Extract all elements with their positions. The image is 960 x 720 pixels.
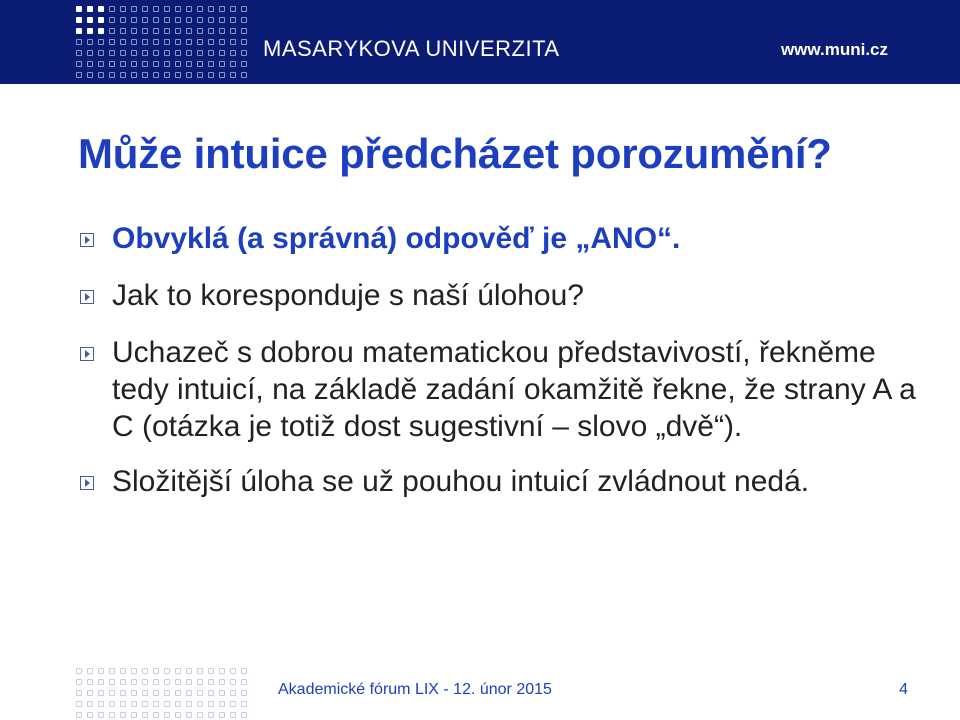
pattern-dot	[230, 28, 236, 34]
pattern-dot	[186, 690, 192, 696]
pattern-dot	[142, 72, 148, 78]
pattern-dot	[142, 690, 148, 696]
pattern-dot	[164, 17, 170, 23]
pattern-dot	[241, 17, 247, 23]
pattern-dot	[219, 679, 225, 685]
pattern-dot	[76, 712, 82, 718]
pattern-dot	[186, 701, 192, 707]
pattern-dot	[120, 668, 126, 674]
pattern-dot	[153, 6, 159, 12]
bullet-item	[78, 220, 918, 257]
pattern-dot	[208, 50, 214, 56]
pattern-dot	[186, 72, 192, 78]
pattern-dot	[208, 28, 214, 34]
pattern-dot	[241, 679, 247, 685]
pattern-dot	[241, 61, 247, 67]
pattern-dot	[98, 690, 104, 696]
bullet-item	[78, 277, 918, 314]
pattern-dot	[219, 690, 225, 696]
pattern-dot	[142, 668, 148, 674]
pattern-dot	[98, 712, 104, 718]
pattern-dot	[109, 61, 115, 67]
pattern-dot	[76, 50, 82, 56]
pattern-dot	[208, 6, 214, 12]
pattern-dot	[208, 61, 214, 67]
pattern-dot	[241, 28, 247, 34]
pattern-dot	[153, 679, 159, 685]
pattern-dot	[208, 668, 214, 674]
pattern-dot	[164, 50, 170, 56]
pattern-dot	[175, 61, 181, 67]
pattern-dot	[175, 17, 181, 23]
pattern-dot	[76, 39, 82, 45]
pattern-dot	[230, 712, 236, 718]
pattern-dot	[98, 668, 104, 674]
pattern-dot	[230, 39, 236, 45]
pattern-dot	[219, 668, 225, 674]
pattern-dot	[131, 690, 137, 696]
pattern-dot	[131, 50, 137, 56]
pattern-dot	[153, 50, 159, 56]
pattern-dot	[197, 6, 203, 12]
pattern-dot	[186, 61, 192, 67]
pattern-dot	[164, 72, 170, 78]
pattern-dot	[109, 50, 115, 56]
pattern-dot	[164, 61, 170, 67]
pattern-dot	[120, 712, 126, 718]
pattern-dot	[131, 39, 137, 45]
pattern-dot	[98, 679, 104, 685]
bullet-list	[78, 220, 918, 500]
pattern-dot	[175, 72, 181, 78]
pattern-dot	[208, 679, 214, 685]
pattern-dot	[109, 712, 115, 718]
pattern-dot	[87, 701, 93, 707]
pattern-dot	[87, 6, 93, 12]
pattern-dot	[186, 50, 192, 56]
pattern-dot	[153, 72, 159, 78]
pattern-dot	[219, 72, 225, 78]
pattern-dot	[241, 690, 247, 696]
pattern-dot	[241, 39, 247, 45]
pattern-dot	[219, 61, 225, 67]
logo-dot-pattern	[76, 6, 247, 78]
pattern-dot	[186, 712, 192, 718]
pattern-dot	[197, 39, 203, 45]
pattern-dot	[142, 28, 148, 34]
pattern-dot	[120, 28, 126, 34]
pattern-dot	[120, 39, 126, 45]
pattern-dot	[197, 690, 203, 696]
pattern-dot	[109, 6, 115, 12]
bullet-arrow-icon	[80, 290, 94, 304]
pattern-dot	[164, 701, 170, 707]
pattern-dot	[153, 28, 159, 34]
pattern-dot	[241, 668, 247, 674]
pattern-dot	[109, 72, 115, 78]
pattern-dot	[164, 690, 170, 696]
pattern-dot	[87, 39, 93, 45]
pattern-dot	[186, 17, 192, 23]
pattern-dot	[109, 668, 115, 674]
pattern-dot	[131, 72, 137, 78]
pattern-dot	[142, 701, 148, 707]
pattern-dot	[197, 668, 203, 674]
pattern-dot	[175, 668, 181, 674]
pattern-dot	[153, 668, 159, 674]
pattern-dot	[131, 712, 137, 718]
pattern-dot	[87, 61, 93, 67]
pattern-dot	[208, 712, 214, 718]
pattern-dot	[142, 61, 148, 67]
pattern-dot	[76, 690, 82, 696]
pattern-dot	[230, 668, 236, 674]
pattern-dot	[241, 50, 247, 56]
pattern-dot	[131, 28, 137, 34]
pattern-dot	[219, 17, 225, 23]
pattern-dot	[186, 39, 192, 45]
bullet-text: Uchazeč s dobrou matematickou představivostí, řekněme tedy intuicí, na základě zadání okamžitě řekne, že strany A a C (otázka je totiž dost sugestivní – slovo „dvě“).	[112, 336, 916, 443]
pattern-dot	[208, 17, 214, 23]
pattern-dot	[120, 701, 126, 707]
pattern-dot	[87, 679, 93, 685]
pattern-dot	[142, 6, 148, 12]
pattern-dot	[230, 72, 236, 78]
pattern-dot	[98, 701, 104, 707]
pattern-dot	[175, 712, 181, 718]
pattern-dot	[120, 17, 126, 23]
pattern-dot	[219, 712, 225, 718]
pattern-dot	[153, 61, 159, 67]
pattern-dot	[98, 39, 104, 45]
pattern-dot	[164, 679, 170, 685]
pattern-dot	[131, 679, 137, 685]
pattern-dot	[131, 701, 137, 707]
pattern-dot	[186, 28, 192, 34]
pattern-dot	[197, 17, 203, 23]
pattern-dot	[98, 72, 104, 78]
pattern-dot	[109, 39, 115, 45]
pattern-dot	[87, 28, 93, 34]
pattern-dot	[164, 6, 170, 12]
pattern-dot	[87, 668, 93, 674]
pattern-dot	[219, 28, 225, 34]
pattern-dot	[76, 668, 82, 674]
pattern-dot	[197, 50, 203, 56]
pattern-dot	[186, 668, 192, 674]
pattern-dot	[87, 690, 93, 696]
pattern-dot	[175, 6, 181, 12]
pattern-dot	[208, 72, 214, 78]
pattern-dot	[230, 17, 236, 23]
pattern-dot	[120, 679, 126, 685]
pattern-dot	[98, 61, 104, 67]
pattern-dot	[219, 39, 225, 45]
pattern-dot	[131, 61, 137, 67]
pattern-dot	[120, 50, 126, 56]
pattern-dot	[76, 28, 82, 34]
pattern-dot	[120, 690, 126, 696]
pattern-dot	[109, 690, 115, 696]
pattern-dot	[131, 6, 137, 12]
pattern-dot	[186, 6, 192, 12]
pattern-dot	[219, 50, 225, 56]
pattern-dot	[175, 701, 181, 707]
pattern-dot	[98, 17, 104, 23]
pattern-dot	[175, 50, 181, 56]
pattern-dot	[153, 39, 159, 45]
pattern-dot	[153, 712, 159, 718]
page-number: 4	[899, 681, 908, 698]
pattern-dot	[197, 61, 203, 67]
footer-dot-pattern	[76, 668, 247, 718]
pattern-dot	[208, 39, 214, 45]
pattern-dot	[76, 61, 82, 67]
pattern-dot	[98, 6, 104, 12]
pattern-dot	[76, 17, 82, 23]
pattern-dot	[76, 6, 82, 12]
pattern-dot	[197, 28, 203, 34]
bullet-item	[78, 334, 918, 445]
pattern-dot	[208, 701, 214, 707]
pattern-dot	[175, 28, 181, 34]
pattern-dot	[230, 701, 236, 707]
pattern-dot	[98, 50, 104, 56]
pattern-dot	[164, 668, 170, 674]
bullet-arrow-icon	[80, 233, 94, 247]
pattern-dot	[197, 72, 203, 78]
pattern-dot	[230, 61, 236, 67]
bullet-arrow-icon	[80, 476, 94, 490]
pattern-dot	[175, 679, 181, 685]
pattern-dot	[120, 72, 126, 78]
pattern-dot	[98, 28, 104, 34]
pattern-dot	[120, 61, 126, 67]
header-bar	[0, 0, 960, 84]
pattern-dot	[76, 701, 82, 707]
pattern-dot	[87, 17, 93, 23]
pattern-dot	[142, 17, 148, 23]
pattern-dot	[120, 6, 126, 12]
pattern-dot	[76, 679, 82, 685]
pattern-dot	[109, 28, 115, 34]
bullet-text: Jak to koresponduje s naší úlohou?	[112, 279, 584, 312]
pattern-dot	[175, 690, 181, 696]
pattern-dot	[230, 679, 236, 685]
pattern-dot	[241, 72, 247, 78]
pattern-dot	[197, 712, 203, 718]
pattern-dot	[109, 701, 115, 707]
pattern-dot	[142, 50, 148, 56]
pattern-dot	[87, 72, 93, 78]
pattern-dot	[164, 712, 170, 718]
pattern-dot	[230, 690, 236, 696]
pattern-dot	[87, 712, 93, 718]
pattern-dot	[87, 50, 93, 56]
university-url[interactable]: www.muni.cz	[780, 40, 888, 59]
pattern-dot	[186, 679, 192, 685]
pattern-dot	[153, 17, 159, 23]
pattern-dot	[208, 690, 214, 696]
pattern-dot	[142, 39, 148, 45]
pattern-dot	[241, 701, 247, 707]
pattern-dot	[175, 39, 181, 45]
university-name: MASARYKOVA UNIVERZITA	[263, 36, 560, 61]
bullet-item	[78, 463, 918, 500]
pattern-dot	[153, 690, 159, 696]
pattern-dot	[164, 39, 170, 45]
bullet-arrow-icon	[80, 347, 94, 361]
slide-title: Může intuice předcházet porozumění?	[78, 130, 832, 177]
pattern-dot	[197, 701, 203, 707]
bullet-text: Složitější úloha se už pouhou intuicí zvládnout nedá.	[112, 465, 810, 498]
pattern-dot	[131, 17, 137, 23]
bullet-text: Obvyklá (a správná) odpověď je „ANO“.	[112, 222, 681, 255]
pattern-dot	[109, 17, 115, 23]
pattern-dot	[241, 712, 247, 718]
pattern-dot	[131, 668, 137, 674]
pattern-dot	[76, 72, 82, 78]
pattern-dot	[142, 679, 148, 685]
pattern-dot	[230, 6, 236, 12]
pattern-dot	[142, 712, 148, 718]
pattern-dot	[109, 679, 115, 685]
pattern-dot	[219, 6, 225, 12]
pattern-dot	[197, 679, 203, 685]
footer-text: Akademické fórum LIX - 12. únor 2015	[278, 681, 552, 698]
pattern-dot	[164, 28, 170, 34]
pattern-dot	[230, 50, 236, 56]
pattern-dot	[241, 6, 247, 12]
pattern-dot	[153, 701, 159, 707]
pattern-dot	[219, 701, 225, 707]
